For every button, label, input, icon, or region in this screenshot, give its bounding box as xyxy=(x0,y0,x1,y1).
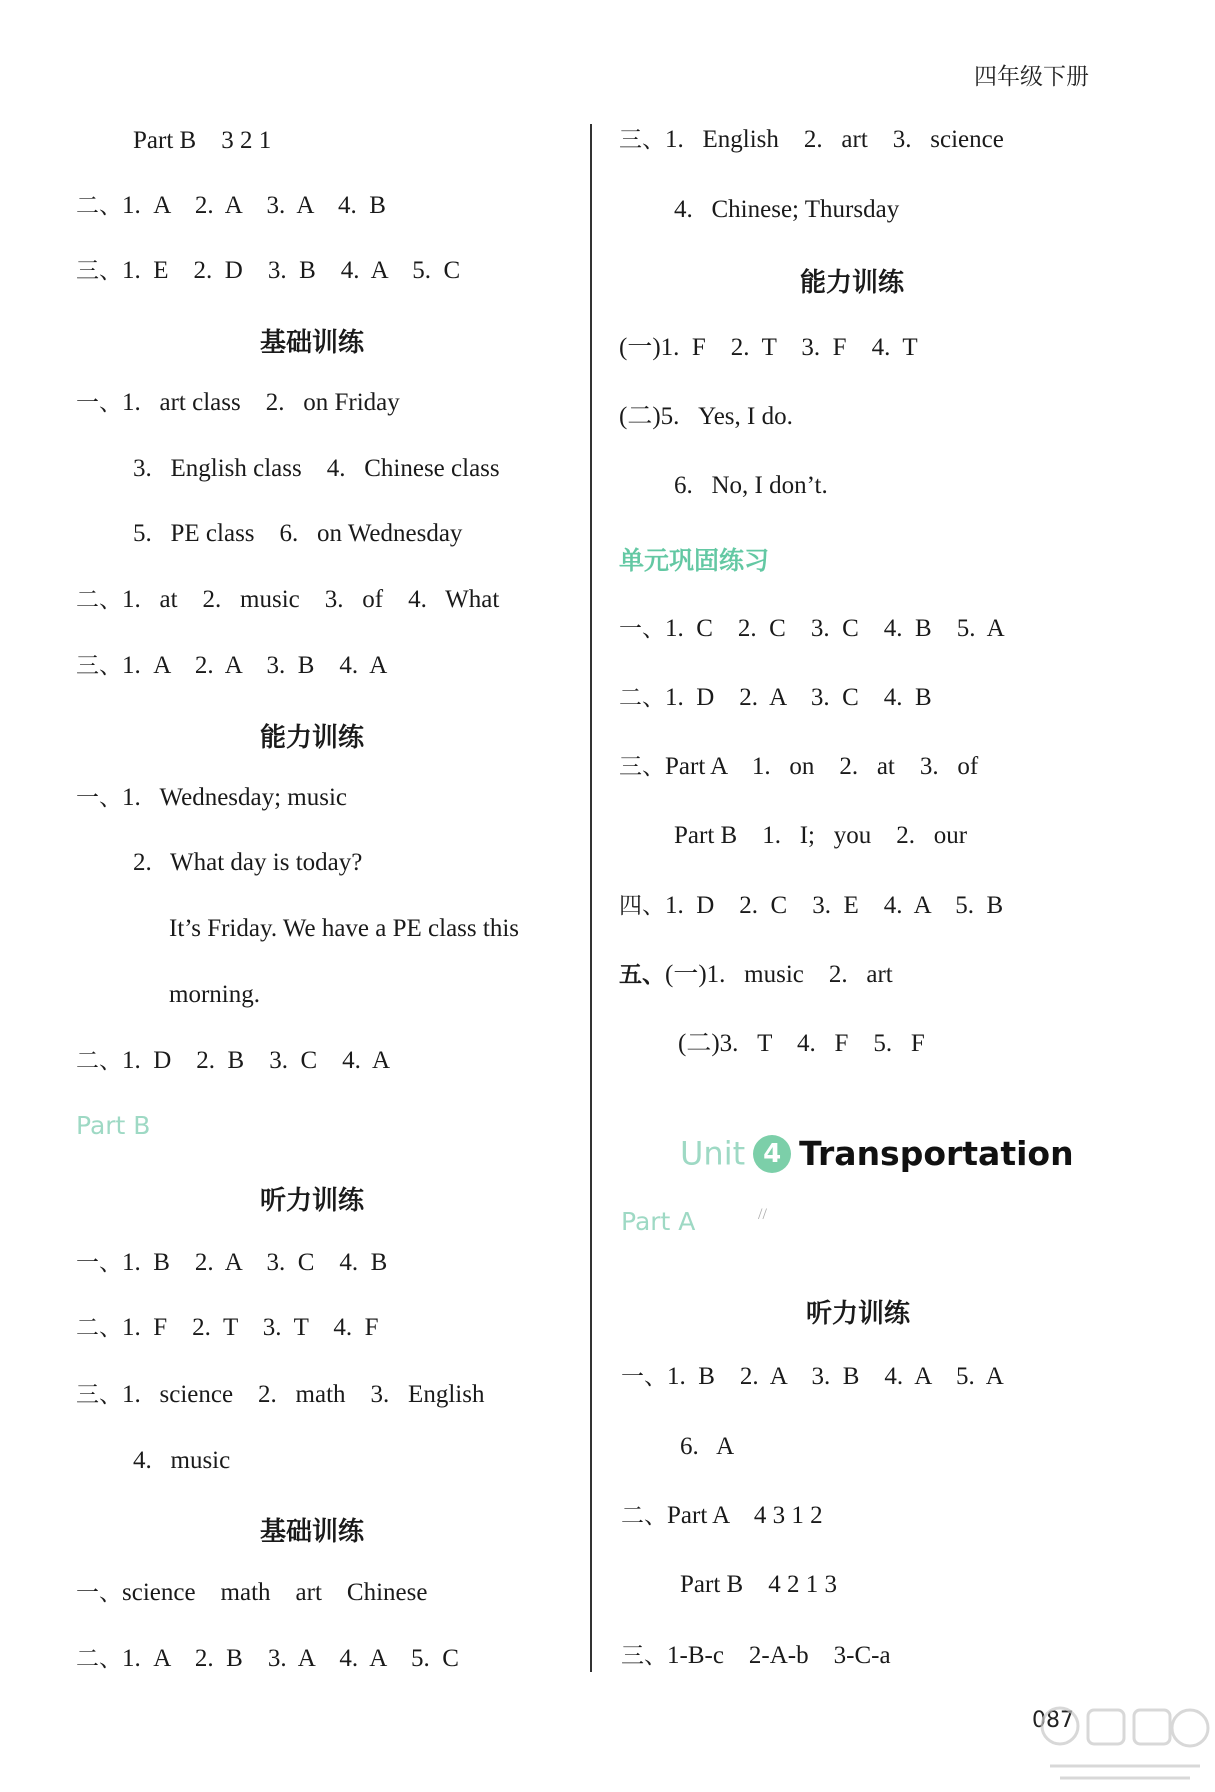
answer-line xyxy=(76,651,387,681)
answer-text: Part A 1. on 2. at 3. of xyxy=(665,753,979,780)
section-number: (一) xyxy=(619,334,661,361)
answer-text: 3. T 4. F 5. F xyxy=(719,1030,925,1057)
answer-line xyxy=(619,125,1004,155)
answer-text: 1. art class 2. on Friday xyxy=(122,389,400,416)
answer-line xyxy=(619,891,1003,921)
unit-practice-label: 单元巩固练习 xyxy=(619,546,770,575)
section-number: 一、 xyxy=(76,390,122,416)
answer-line xyxy=(76,1644,459,1674)
answer-line xyxy=(619,960,893,990)
column-divider xyxy=(590,124,592,1672)
sub-number: (二) xyxy=(678,1030,720,1057)
answer-text: 1. D 2. B 3. C 4. A xyxy=(122,1047,391,1074)
answer-line: 5. PE class 6. on Wednesday xyxy=(133,520,463,547)
answer-line xyxy=(76,1248,387,1278)
answer-text: 1. A 2. B 3. A 4. A 5. C xyxy=(122,1645,459,1672)
answer-text: 1. music 2. art xyxy=(706,961,893,988)
answer-line xyxy=(76,256,460,286)
answer-line xyxy=(621,1501,823,1531)
answer-line xyxy=(619,683,932,713)
answer-line xyxy=(619,333,918,363)
sub-number: (一) xyxy=(665,961,707,988)
answer-line: 2. What day is today? xyxy=(133,849,363,876)
answer-line xyxy=(76,191,386,221)
unit-word: Unit xyxy=(680,1134,746,1173)
section-number: 一、 xyxy=(619,616,665,642)
answer-line xyxy=(76,1380,484,1410)
section-number: 三、 xyxy=(76,258,122,284)
section-number: 二、 xyxy=(76,1048,122,1074)
answer-line xyxy=(76,388,400,418)
answer-line xyxy=(619,614,1005,644)
answer-text: Part A 4 3 1 2 xyxy=(667,1502,823,1529)
answer-line: 6. A xyxy=(680,1433,735,1460)
section-number: 二、 xyxy=(619,685,665,711)
section-number: 一、 xyxy=(76,785,122,811)
answer-line: Part B 4 2 1 3 xyxy=(680,1571,837,1598)
section-number: 三、 xyxy=(76,1382,122,1408)
section-number: 二、 xyxy=(76,1646,122,1672)
section-number: 二、 xyxy=(76,193,122,219)
answer-line xyxy=(621,1362,1004,1392)
section-number: 一、 xyxy=(76,1580,122,1606)
answer-text: 1-B-c 2-A-b 3-C-a xyxy=(667,1642,891,1669)
unit-name: Transportation xyxy=(799,1134,1074,1173)
answer-line xyxy=(619,402,793,432)
answer-text: 1. F 2. T 3. T 4. F xyxy=(122,1314,379,1341)
section-number: 二、 xyxy=(621,1503,667,1529)
answer-line: 4. music xyxy=(133,1447,231,1474)
section-number: 三、 xyxy=(619,754,665,780)
answer-text: 5. Yes, I do. xyxy=(660,403,793,430)
section-number: 四、 xyxy=(619,893,665,919)
section-number: 五、 xyxy=(619,962,665,988)
answer-text: 1. F 2. T 3. F 4. T xyxy=(660,334,918,361)
answer-line: morning. xyxy=(169,981,260,1008)
answer-line: Part B 3 2 1 xyxy=(133,127,272,154)
answer-line xyxy=(76,1046,390,1076)
answer-line xyxy=(76,1313,379,1343)
answer-text: 1. C 2. C 3. C 4. B 5. A xyxy=(665,615,1005,642)
section-number: 一、 xyxy=(76,1250,122,1276)
part-label: Part A xyxy=(621,1207,696,1236)
unit-number-badge: 4 xyxy=(753,1135,791,1173)
answer-text: science math art Chinese xyxy=(122,1579,428,1606)
stray-mark: // xyxy=(758,1206,767,1223)
section-number: 三、 xyxy=(76,653,122,679)
answer-line xyxy=(76,1578,427,1608)
section-number: 三、 xyxy=(619,127,665,153)
page-number: 087 xyxy=(1032,1708,1074,1733)
answer-text: 1. B 2. A 3. B 4. A 5. A xyxy=(667,1363,1004,1390)
answer-text: 1. D 2. A 3. C 4. B xyxy=(665,684,932,711)
unit-title xyxy=(672,1116,1074,1173)
section-heading: 听力训练 xyxy=(806,1299,911,1329)
answer-text: 1. A 2. A 3. B 4. A xyxy=(122,652,388,679)
answer-line xyxy=(619,752,978,782)
answer-text: 1. B 2. A 3. C 4. B xyxy=(122,1249,388,1276)
answer-line: Part B 1. I; you 2. our xyxy=(674,822,968,849)
section-number: 一、 xyxy=(621,1364,667,1390)
section-number: 二、 xyxy=(76,1315,122,1341)
answer-text: 1. at 2. music 3. of 4. What xyxy=(122,586,500,613)
part-label: Part B xyxy=(76,1111,151,1140)
answer-line: It’s Friday. We have a PE class this xyxy=(169,915,520,942)
answer-line: 6. No, I don’t. xyxy=(674,472,828,499)
answer-line xyxy=(621,1641,891,1671)
section-number: 二、 xyxy=(76,587,122,613)
section-heading: 能力训练 xyxy=(260,723,365,753)
answer-line xyxy=(76,783,347,813)
section-heading: 基础训练 xyxy=(260,1517,365,1547)
grade-label: 四年级下册 xyxy=(974,64,1089,90)
answer-line: 4. Chinese; Thursday xyxy=(674,196,900,223)
section-number: (二) xyxy=(619,403,661,430)
watermark-logo-icon xyxy=(1030,1686,1214,1792)
answer-line xyxy=(678,1029,925,1059)
answer-line xyxy=(76,585,499,615)
answer-line: 3. English class 4. Chinese class xyxy=(133,455,500,482)
answer-text: 1. Wednesday; music xyxy=(122,784,348,811)
answer-text: 1. English 2. art 3. science xyxy=(665,126,1004,153)
section-heading: 听力训练 xyxy=(260,1186,365,1216)
section-number: 三、 xyxy=(621,1643,667,1669)
answer-text: 1. D 2. C 3. E 4. A 5. B xyxy=(665,892,1004,919)
answer-text: 1. E 2. D 3. B 4. A 5. C xyxy=(122,257,461,284)
section-heading: 基础训练 xyxy=(260,328,365,358)
answer-text: 1. science 2. math 3. English xyxy=(122,1381,485,1408)
answer-text: 1. A 2. A 3. A 4. B xyxy=(122,192,386,219)
section-heading: 能力训练 xyxy=(800,268,905,298)
